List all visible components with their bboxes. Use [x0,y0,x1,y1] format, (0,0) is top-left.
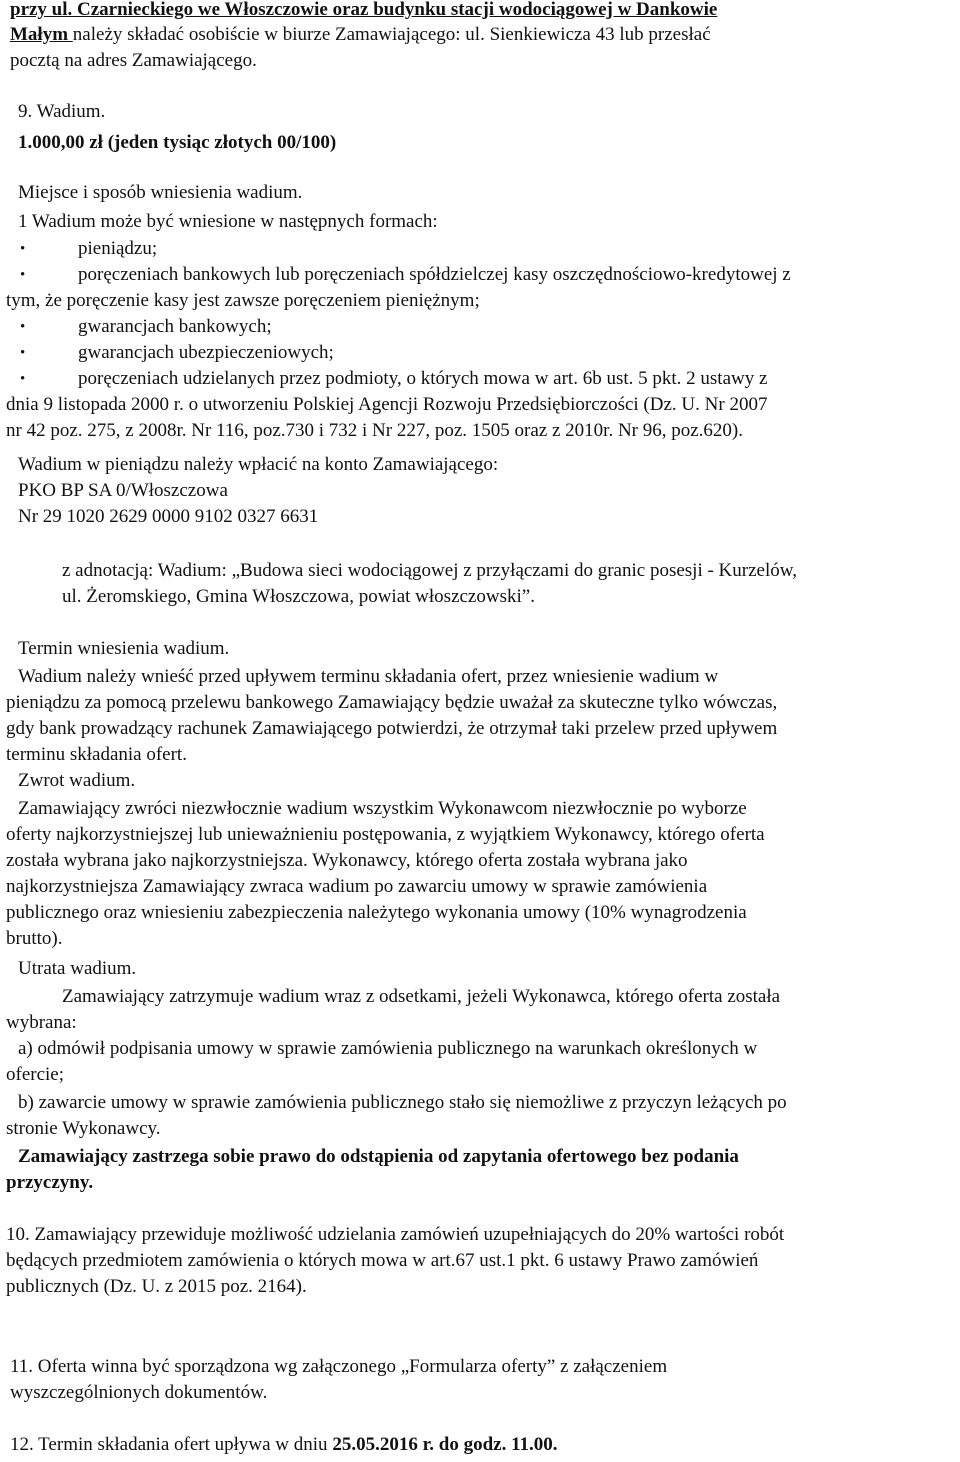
return-line-2: oferty najkorzystniejszej lub unieważnieniu postępowania, z wyjątkiem Wykonawcy, którego oferta [6,824,765,845]
account-intro: Wadium w pieniądzu należy wpłacić na konto Zamawiającego: [18,454,499,475]
deadline-line-2: pieniądzu za pomocą przelewu bankowego Zamawiający będzie uważał za skuteczne tylko wówczas, [6,692,778,713]
deadline-line-1: Wadium należy wnieść przed upływem terminu składania ofert, przez wniesienie wadium w [18,666,719,687]
section-11-line-1: 11. Oferta winna być sporządzona wg załączonego „Formularza oferty” z załączeniem [10,1356,668,1377]
reserve-line-2: przyczyny. [6,1172,94,1193]
section-12-line [10,1434,558,1456]
bullet-icon: • [20,345,26,361]
loss-item-b-1: b) zawarcie umowy w sprawie zamówienia publicznego stało się niemożliwe z przyczyn leżących po [18,1092,787,1113]
wadium-amount: 1.000,00 zł (jeden tysiąc złotych 00/100) [18,132,337,153]
form-item-1: pieniądzu; [78,238,158,259]
form-item-5-cont-2: nr 42 poz. 275, z 2008r. Nr 116, poz.730 i 732 i Nr 227, poz. 1505 oraz z 2010r. Nr 96, poz.620). [6,420,744,441]
section-11-line-2: wyszczególnionych dokumentów. [10,1382,268,1403]
form-item-2-cont: tym, że poręczenie kasy jest zawsze poręczeniem pieniężnym; [6,290,480,311]
account-number: Nr 29 1020 2629 0000 9102 0327 6631 [18,506,319,527]
loss-intro-2: wybrana: [6,1012,77,1033]
return-line-5: publicznego oraz wniesieniu zabezpieczenia należytego wykonania umowy (10% wynagrodzenia [6,902,747,923]
return-line-4: najkorzystniejsza Zamawiający zwraca wadium po zawarciu umowy w sprawie zamówienia [6,876,708,897]
bank-name: PKO BP SA 0/Włoszczowa [18,480,228,501]
section-12-text: 12. Termin składania ofert upływa w dniu [10,1434,333,1455]
bullet-icon: • [20,319,26,335]
section-10-line-3: publicznych (Dz. U. z 2015 poz. 2164). [6,1276,307,1297]
loss-intro-1: Zamawiający zatrzymuje wadium wraz z odsetkami, jeżeli Wykonawca, którego oferta została [62,986,781,1007]
header-line-2-rest: należy składać osobiście w biurze Zamawiającego: ul. Sienkiewicza 43 lub przesłać [72,24,711,45]
loss-item-b-2: stronie Wykonawcy. [6,1118,161,1139]
form-item-3: gwarancjach bankowych; [78,316,272,337]
bullet-icon: • [20,371,26,387]
header-line-1: przy ul. Czarnieckiego we Włoszczowie oraz budynku stacji wodociągowej w Dankowie [10,0,718,20]
form-item-5: poręczeniach udzielanych przez podmioty, o których mowa w art. 6b ust. 5 pkt. 2 ustawy z [78,368,768,389]
deadline-heading: Termin wniesienia wadium. [18,638,230,659]
submission-deadline: 25.05.2016 r. do godz. 11.00. [332,1434,558,1455]
loss-item-a-2: ofercie; [6,1064,65,1085]
return-heading: Zwrot wadium. [18,770,136,791]
header-line-3: pocztą na adres Zamawiającego. [10,50,257,71]
deadline-line-3: gdy bank prowadzący rachunek Zamawiającego potwierdzi, że otrzymał taki przelew przed upływem [6,718,778,739]
bullet-icon: • [20,267,26,283]
bullet-icon: • [20,241,26,257]
deadline-line-4: terminu składania ofert. [6,744,187,765]
header-line-2-bold: Małym [10,24,73,45]
section-10-line-1: 10. Zamawiający przewiduje możliwość udzielania zamówień uzupełniających do 20% wartości robót [6,1224,785,1245]
section-9-title: 9. Wadium. [18,101,106,122]
form-item-5-cont-1: dnia 9 listopada 2000 r. o utworzeniu Polskiej Agencji Rozwoju Przedsiębiorczości (Dz. U. Nr 2007 [6,394,768,415]
place-heading: Miejsce i sposób wniesienia wadium. [18,182,303,203]
return-line-3: została wybrana jako najkorzystniejsza. Wykonawcy, którego oferta została wybrana jako [6,850,688,871]
reserve-line-1: Zamawiający zastrzega sobie prawo do odstąpienia od zapytania ofertowego bez podania [18,1146,739,1167]
return-line-1: Zamawiający zwróci niezwłocznie wadium wszystkim Wykonawcom niezwłocznie po wyborze [18,798,747,819]
loss-item-a-1: a) odmówił podpisania umowy w sprawie zamówienia publicznego na warunkach określonych w [18,1038,758,1059]
loss-heading: Utrata wadium. [18,958,137,979]
annotation-line-2: ul. Żeromskiego, Gmina Włoszczowa, powiat włoszczowski”. [62,586,535,607]
form-item-4: gwarancjach ubezpieczeniowych; [78,342,334,363]
section-10-line-2: będących przedmiotem zamówienia o których mowa w art.67 ust.1 pkt. 6 ustawy Prawo zamówień [6,1250,759,1271]
header-line-2 [10,24,711,46]
forms-intro: 1 Wadium może być wniesione w następnych formach: [18,211,438,232]
annotation-line-1: z adnotacją: Wadium: „Budowa sieci wodociągowej z przyłączami do granic posesji - Kurzelów, [62,560,797,581]
form-item-2: poręczeniach bankowych lub poręczeniach spółdzielczej kasy oszczędnościowo-kredytowej z [78,264,791,285]
return-line-6: brutto). [6,928,63,949]
